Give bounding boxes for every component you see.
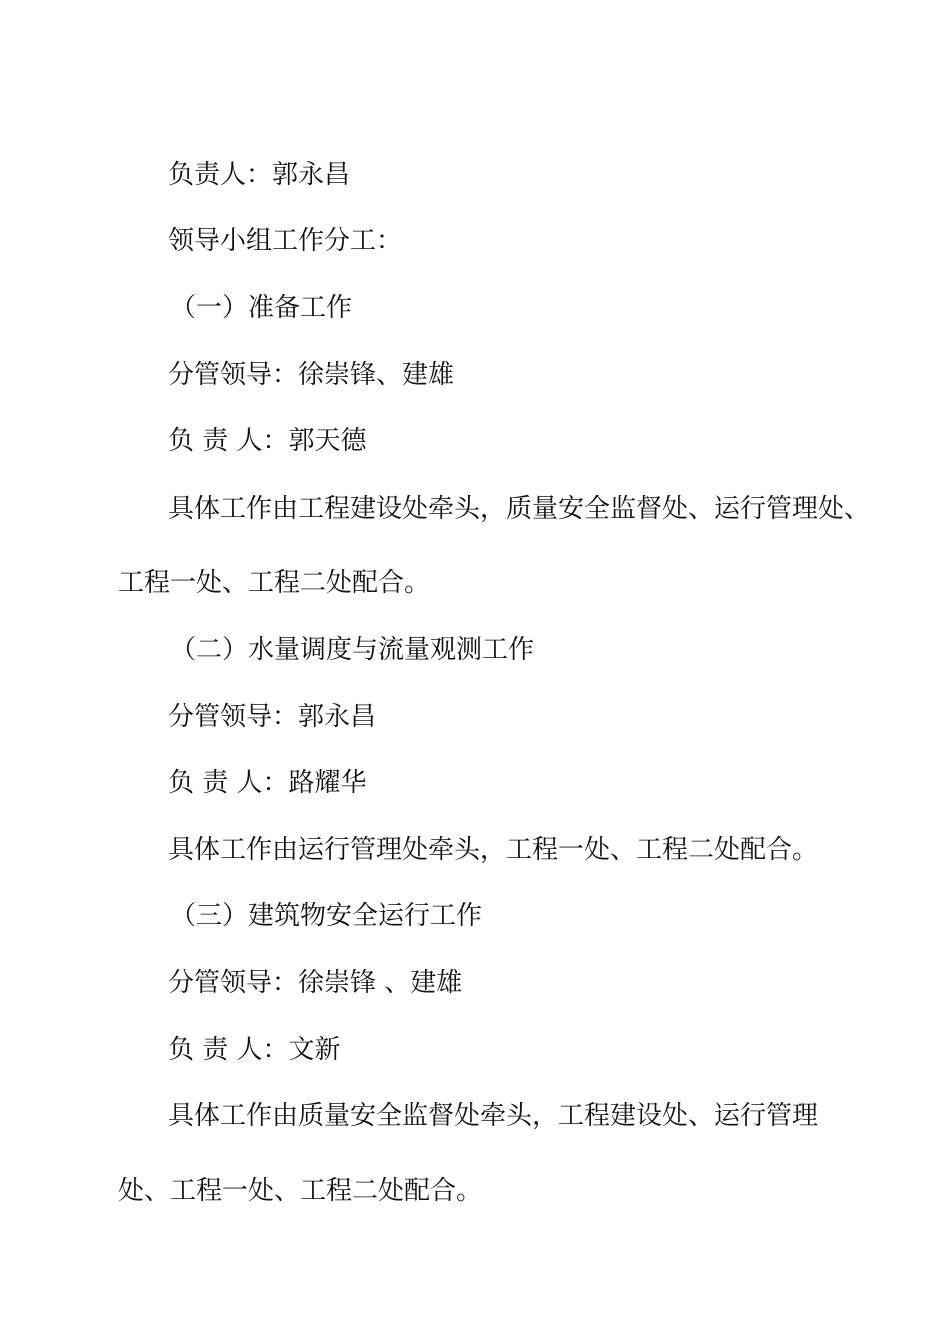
section-3-heading: （三）建筑物安全运行工作	[170, 901, 483, 931]
section-1-heading: （一）准备工作	[170, 293, 353, 323]
section-2-leader: 分管领导：郭永昌	[168, 702, 377, 732]
section-2-detail: 具体工作由运行管理处牵头，工程一处、工程二处配合。	[168, 835, 819, 865]
section-1-detail-line-1: 具体工作由工程建设处牵头，质量安全监督处、运行管理处、	[168, 494, 871, 524]
section-1-responsible: 负 责 人：郭天德	[168, 426, 367, 456]
section-3-leader: 分管领导：徐崇锋 、建雄	[168, 968, 463, 998]
section-3-responsible: 负 责 人：文新	[168, 1035, 341, 1065]
section-2-heading: （二）水量调度与流量观测工作	[170, 635, 535, 665]
division-of-work-heading: 领导小组工作分工：	[168, 226, 403, 256]
section-3-detail-line-1: 具体工作由质量安全监督处牵头，工程建设处、运行管理	[168, 1101, 819, 1131]
section-2-responsible: 负 责 人：路耀华	[168, 768, 367, 798]
responsible-person-line: 负责人：郭永昌	[168, 160, 351, 190]
section-3-detail-line-2: 处、工程一处、工程二处配合。	[118, 1176, 483, 1206]
section-1-detail-line-2: 工程一处、工程二处配合。	[118, 568, 431, 598]
section-1-leader: 分管领导：徐崇锋、建雄	[168, 360, 455, 390]
